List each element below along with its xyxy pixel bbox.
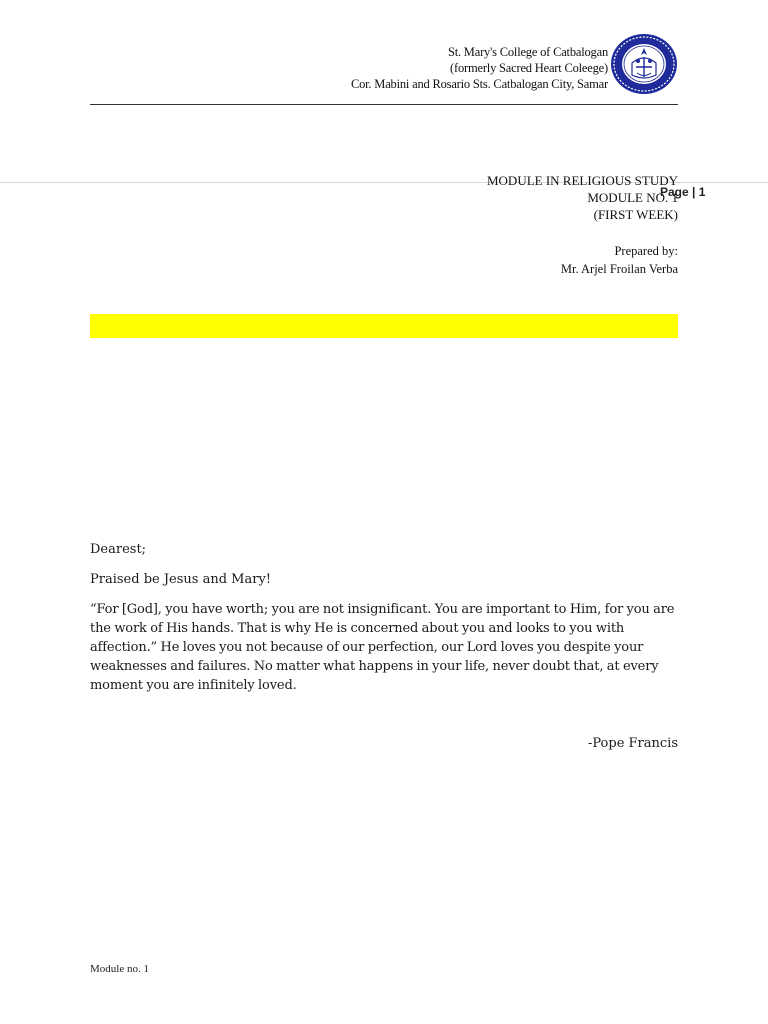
letter-greeting: Praised be Jesus and Mary! xyxy=(90,572,272,587)
module-week: (FIRST WEEK) xyxy=(593,207,678,222)
module-number: MODULE NO. 1 xyxy=(587,190,678,205)
prepared-by xyxy=(561,242,678,278)
prepared-by-label: Prepared by: xyxy=(614,244,678,258)
letter-salutation: Dearest; xyxy=(90,542,147,557)
highlight-bar xyxy=(90,314,678,338)
school-name: St. Mary's College of Catbalogan xyxy=(447,45,608,59)
quote-attribution: -Pope Francis xyxy=(587,736,678,751)
module-heading xyxy=(487,172,678,223)
school-header xyxy=(351,44,608,92)
module-title: MODULE IN RELIGIOUS STUDY xyxy=(486,173,678,188)
letter-quote: “For [God], you have worth; you are not insignificant. You are important to Him, for you are the work of His hands. That is why He is concerned about you and looks to you with affection.” He loves you not because of our perfection, our Lord loves you despite your weaknesses and failures. No matter what happens in your life, never doubt that, at every moment you are infinitely loved. xyxy=(90,602,675,693)
school-address: Cor. Mabini and Rosario Sts. Catbalogan City, Samar xyxy=(350,77,608,91)
school-seal-icon xyxy=(610,33,678,95)
school-former-name: (formerly Sacred Heart Coleege) xyxy=(450,61,608,75)
page-number: Page | 1 xyxy=(660,185,706,199)
page-footer: Module no. 1 xyxy=(90,963,149,975)
header-divider xyxy=(90,104,678,105)
prepared-by-name: Mr. Arjel Froilan Verba xyxy=(560,262,678,276)
